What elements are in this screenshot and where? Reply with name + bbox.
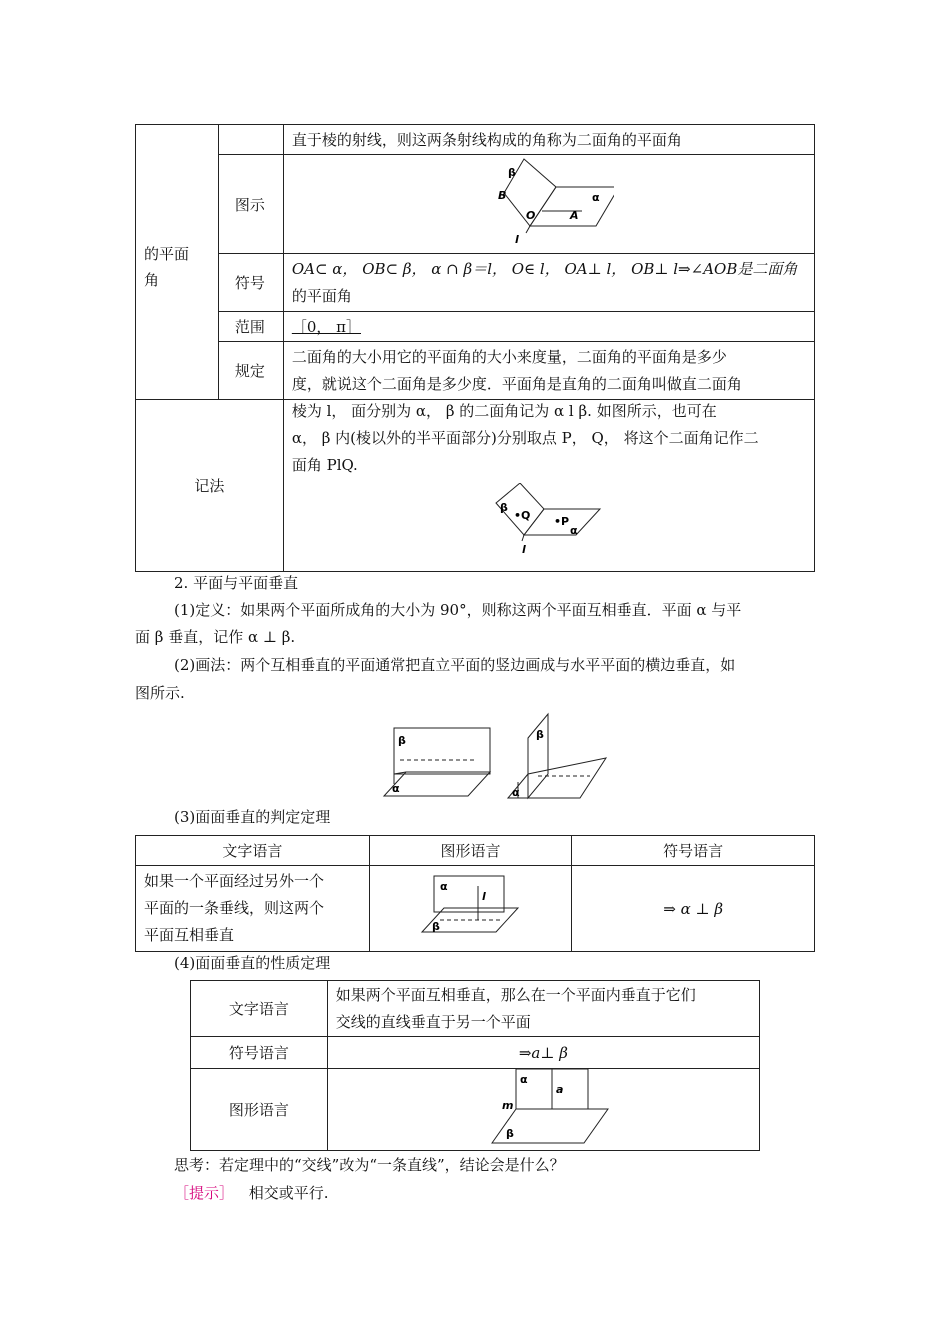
prop-symbol-cell bbox=[327, 1037, 759, 1069]
range-value: ［0， π］ bbox=[291, 318, 361, 336]
range-cell bbox=[283, 312, 814, 342]
drawing-line-2: 图所示. bbox=[135, 684, 185, 702]
judgement-symbol: ⇒ α ⊥ β bbox=[663, 899, 724, 918]
range-label: 范围 bbox=[234, 318, 265, 336]
definition-line-2: 面 β 垂直，记作 α ⊥ β. bbox=[135, 628, 296, 646]
prop-text-2: 交线的直线垂直于另一个平面 bbox=[335, 1012, 531, 1031]
dihedral-angle-table bbox=[135, 124, 815, 572]
symbol-label: 符号 bbox=[234, 274, 265, 292]
label-B: B bbox=[497, 189, 507, 202]
judgement-text-1: 如果一个平面经过另外一个 bbox=[144, 872, 325, 890]
label-l: l bbox=[514, 233, 519, 246]
prop-text-label-cell bbox=[191, 981, 328, 1037]
rule-cell bbox=[283, 342, 814, 400]
judge-beta: β bbox=[431, 920, 440, 933]
right-alpha: α bbox=[512, 786, 520, 799]
figure-label-cell bbox=[218, 155, 283, 254]
symbol-line-2: 的平面角 bbox=[291, 286, 352, 305]
rule-line-2: 度，就说这个二面角是多少度．平面角是直角的二面角叫做直二面角 bbox=[291, 374, 742, 393]
header-symbol-lang-label: 符号语言 bbox=[663, 842, 724, 860]
property-theorem-table bbox=[190, 980, 760, 1151]
prop-symbol-label-cell bbox=[191, 1037, 328, 1069]
label-P: •P bbox=[553, 515, 569, 528]
notation-label-cell bbox=[136, 400, 284, 572]
prop-alpha: α bbox=[519, 1073, 528, 1086]
judgement-text-3: 平面互相垂直 bbox=[144, 926, 235, 944]
notation-cell bbox=[283, 400, 814, 572]
symbol-label-cell bbox=[218, 254, 283, 312]
figure-cell bbox=[283, 155, 814, 254]
label-l-2: l bbox=[521, 543, 526, 556]
figure-label: 图示 bbox=[234, 195, 265, 214]
label-A: A bbox=[569, 209, 579, 222]
notation-line-3: 面角 PlQ. bbox=[291, 456, 358, 474]
prop-text-cell bbox=[327, 981, 759, 1037]
prop-symbol: ⇒a⊥ β bbox=[518, 1043, 568, 1062]
label-O: O bbox=[525, 209, 536, 222]
rule-label-cell bbox=[218, 342, 283, 400]
header-text-lang-label: 文字语言 bbox=[222, 842, 283, 860]
prop-text-1: 如果两个平面互相垂直，那么在一个平面内垂直于它们 bbox=[335, 985, 696, 1004]
prop-m: m bbox=[501, 1099, 514, 1112]
hint-text: 相交或平行. bbox=[248, 1184, 329, 1202]
prop-figure-label: 图形语言 bbox=[228, 1101, 289, 1119]
rule-label: 规定 bbox=[234, 362, 265, 380]
header-figure-lang bbox=[369, 836, 572, 866]
rule-line-1: 二面角的大小用它的平面角的大小来度量，二面角的平面角是多少 bbox=[291, 347, 727, 366]
label-alpha-2: α bbox=[569, 524, 578, 537]
notation-line-2: α， β 内(棱以外的半平面部分)分别取点 P， Q， 将这个二面角记作二 bbox=[291, 429, 759, 447]
header-figure-lang-label: 图形语言 bbox=[440, 842, 501, 860]
judge-l: l bbox=[481, 890, 486, 903]
property-figure bbox=[488, 1069, 618, 1149]
perpendicular-planes-figure bbox=[380, 712, 610, 802]
property-heading: (4)面面垂直的性质定理 bbox=[174, 954, 331, 972]
dihedral-angle-figure bbox=[484, 155, 614, 250]
symbol-cell bbox=[283, 254, 814, 312]
left-beta: β bbox=[398, 734, 406, 747]
row-label-cell bbox=[136, 125, 219, 400]
judgement-theorem-table bbox=[135, 835, 815, 952]
range-label-cell bbox=[218, 312, 283, 342]
hint-tag: ［提示］ bbox=[174, 1184, 235, 1202]
header-symbol-lang bbox=[572, 836, 815, 866]
definition-line-1: (1)定义：如果两个平面所成角的大小为 90°，则称这两个平面互相垂直．平面 α 与平 bbox=[174, 601, 742, 619]
prop-figure-cell bbox=[327, 1069, 759, 1151]
label-beta-2: β bbox=[499, 501, 508, 514]
left-alpha: α bbox=[392, 782, 400, 795]
judgement-symbol-cell bbox=[572, 866, 815, 952]
judge-alpha: α bbox=[439, 880, 448, 893]
hint-line bbox=[174, 1182, 329, 1203]
row-label: 的平面 角 bbox=[144, 245, 190, 289]
prop-beta: β bbox=[505, 1127, 514, 1140]
label-alpha: α bbox=[591, 191, 600, 204]
notation-line-1: 棱为 l， 面分别为 α， β 的二面角记为 α l β. 如图所示，也可在 bbox=[291, 402, 717, 420]
label-beta: β bbox=[507, 166, 516, 179]
symbol-line-1: OA⊂ α， OB⊂ β， α ∩ β＝l， O∈ l， OA⊥ l， OB⊥ l⇒∠AOB是二面角 bbox=[291, 259, 798, 278]
judgement-figure bbox=[398, 872, 528, 942]
prop-figure-label-cell bbox=[191, 1069, 328, 1151]
judgement-figure-cell bbox=[369, 866, 572, 952]
right-beta: β bbox=[536, 728, 544, 741]
definition-cell bbox=[283, 125, 814, 155]
judgement-text-2: 平面的一条垂线，则这两个 bbox=[144, 899, 325, 917]
judgement-heading: (3)面面垂直的判定定理 bbox=[174, 808, 331, 826]
prop-text-label: 文字语言 bbox=[228, 1000, 289, 1018]
label-Q: •Q bbox=[513, 509, 531, 522]
section-heading: 2. 平面与平面垂直 bbox=[174, 574, 299, 592]
header-text-lang bbox=[136, 836, 370, 866]
notation-label: 记法 bbox=[194, 477, 225, 495]
think-question: 思考：若定理中的“交线”改为“一条直线”，结论会是什么？ bbox=[174, 1156, 565, 1174]
prop-symbol-label: 符号语言 bbox=[228, 1044, 289, 1062]
prop-a: a bbox=[555, 1083, 564, 1096]
definition-text: 直于棱的射线，则这两条射线构成的角称为二面角的平面角 bbox=[291, 131, 682, 149]
dihedral-pq-figure bbox=[492, 483, 607, 561]
judgement-text-cell bbox=[136, 866, 370, 952]
drawing-line-1: (2)画法：两个互相垂直的平面通常把直立平面的竖边画成与水平平面的横边垂直，如 bbox=[174, 656, 736, 674]
